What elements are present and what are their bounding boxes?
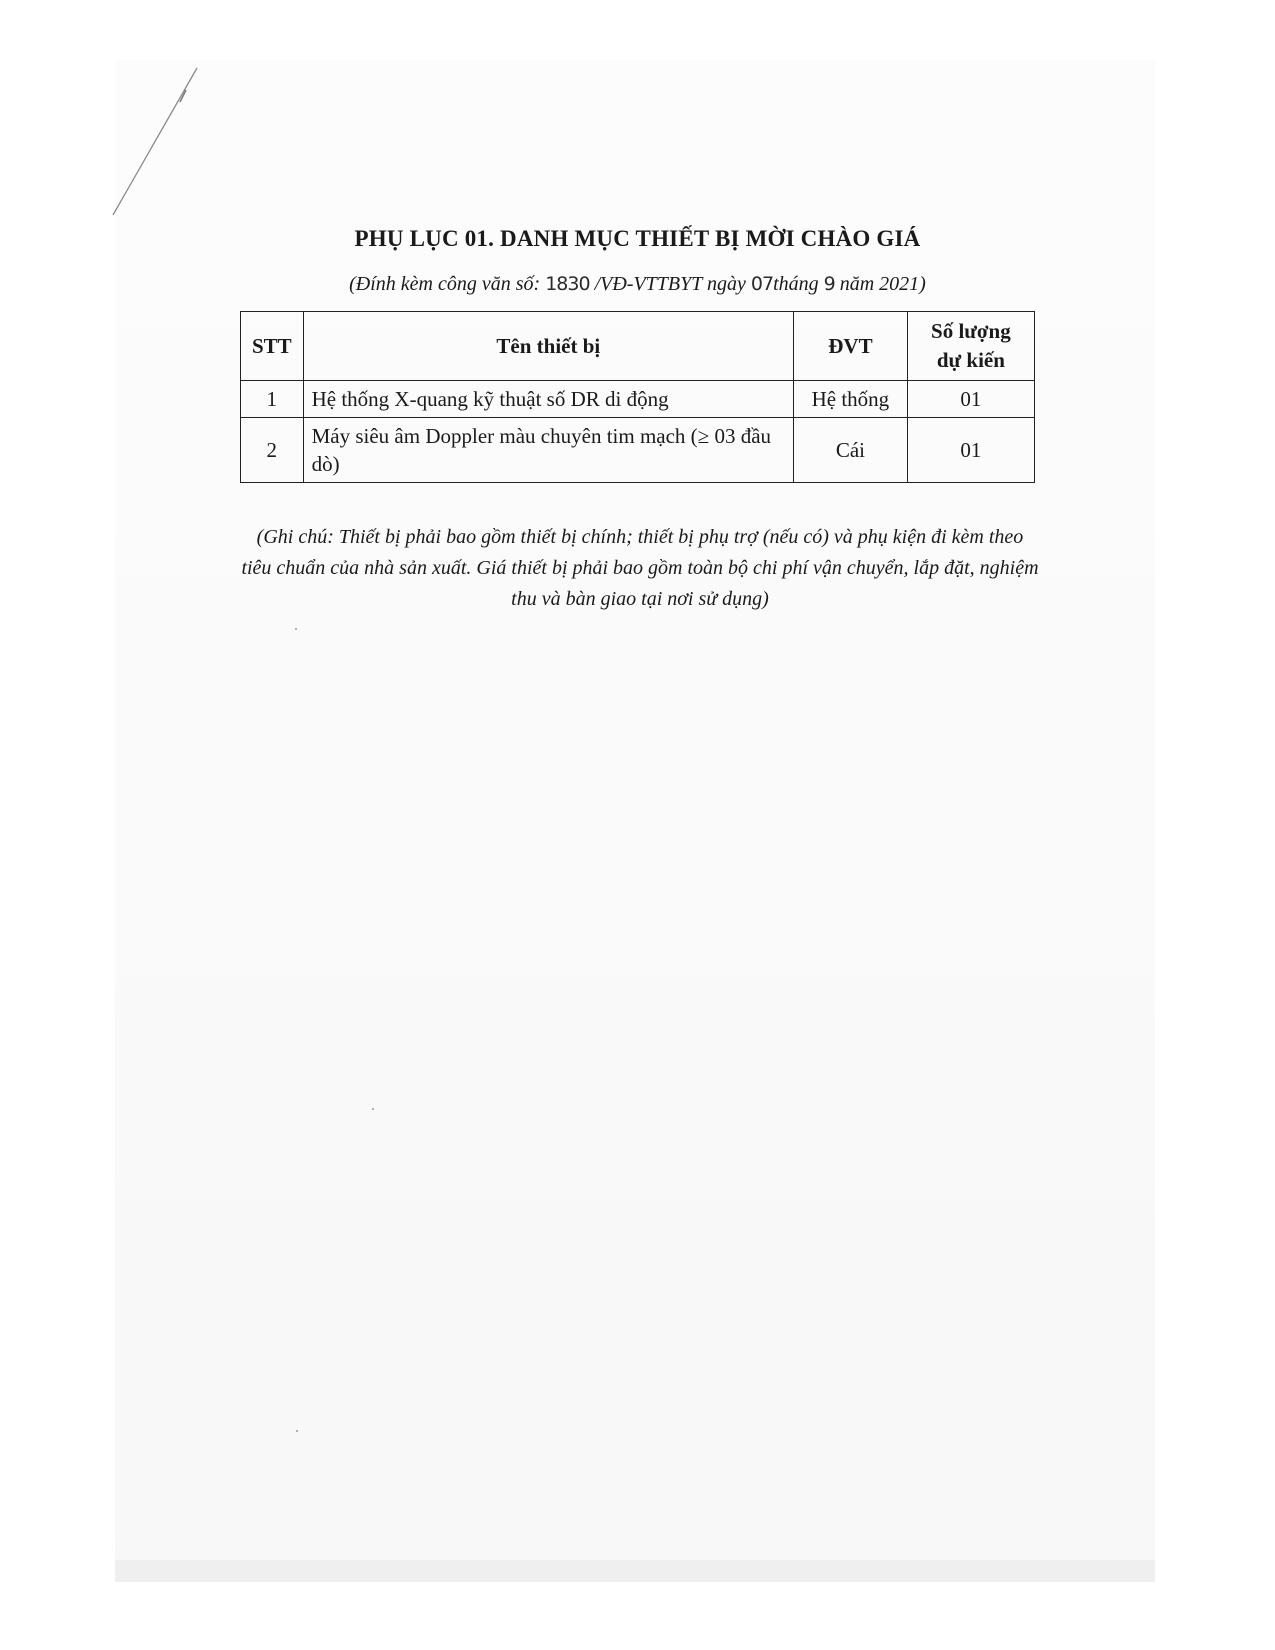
header-stt: STT	[241, 312, 304, 381]
handwritten-day: 07	[750, 273, 774, 295]
row-quantity: 01	[907, 418, 1034, 483]
row-stt: 1	[241, 381, 304, 418]
handwritten-doc-number: 1830	[545, 273, 590, 295]
reference-month-word: tháng	[773, 273, 824, 295]
scan-speck	[372, 1108, 374, 1110]
scan-speck	[295, 628, 297, 630]
document-reference	[0, 273, 1275, 296]
row-stt: 2	[241, 418, 304, 483]
header-unit: ĐVT	[794, 312, 908, 381]
page-edge-mark	[0, 0, 220, 240]
table-header-row	[241, 312, 1035, 381]
table-row	[241, 418, 1035, 483]
header-quantity-line1: Số lượng	[931, 319, 1011, 343]
page-title: PHỤ LỤC 01. DANH MỤC THIẾT BỊ MỜI CHÀO GIÁ	[354, 226, 921, 251]
header-quantity	[907, 312, 1034, 381]
row-unit: Hệ thống	[794, 381, 908, 418]
scan-speck	[296, 1430, 298, 1432]
row-equipment-name: Máy siêu âm Doppler màu chuyên tim mạch (≥ 03 đầu dò)	[303, 418, 793, 483]
reference-prefix: (Đính kèm công văn số:	[349, 273, 546, 295]
table-row	[241, 381, 1035, 418]
scan-bottom-edge	[115, 1560, 1155, 1582]
handwritten-month: 9	[823, 273, 835, 295]
row-quantity: 01	[907, 381, 1034, 418]
footnote: (Ghi chú: Thiết bị phải bao gồm thiết bị chính; thiết bị phụ trợ (nếu có) và phụ kiện đi kèm theo tiêu chuẩn của nhà sản xuất. Giá thiết bị phải bao gồm toàn bộ chi phí vận chuyển, lắp đặt, nghiệm thu và bàn giao tại nơi sử dụng)	[241, 526, 1039, 610]
row-equipment-name: Hệ thống X-quang kỹ thuật số DR di động	[303, 381, 793, 418]
row-unit: Cái	[794, 418, 908, 483]
header-equipment-name: Tên thiết bị	[303, 312, 793, 381]
reference-middle: /VĐ-VTTBYT ngày	[589, 273, 751, 295]
reference-suffix: năm 2021)	[834, 273, 926, 295]
header-quantity-line2: dự kiến	[936, 348, 1005, 372]
equipment-table	[240, 311, 1035, 483]
